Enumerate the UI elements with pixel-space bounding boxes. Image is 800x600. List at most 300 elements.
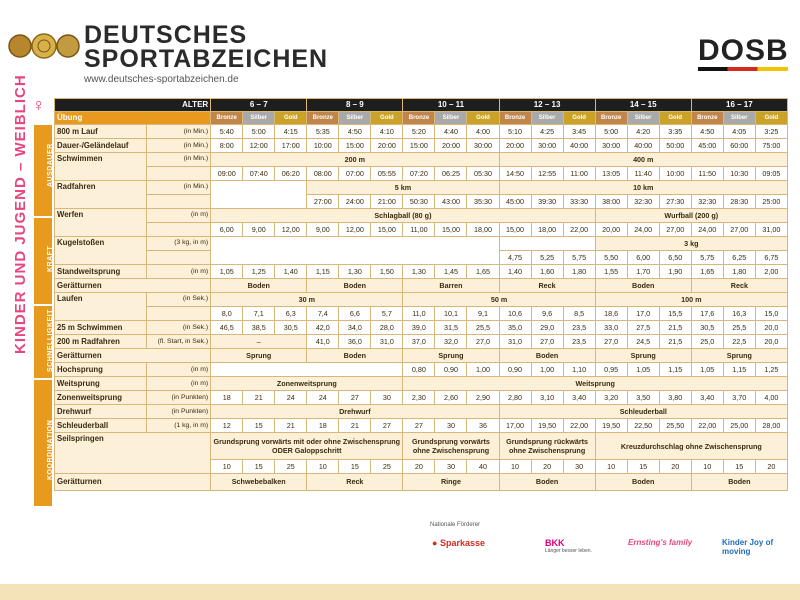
value-cell: 07:40 bbox=[243, 167, 275, 181]
value-cell: 31,0 bbox=[499, 335, 531, 349]
value-cell: 5,75 bbox=[691, 251, 723, 265]
value-cell: 10,1 bbox=[435, 307, 467, 321]
value-cell: 8,5 bbox=[563, 307, 595, 321]
value-cell: 20,0 bbox=[755, 321, 787, 335]
value-cell: 17,6 bbox=[691, 307, 723, 321]
value-cell: 18 bbox=[307, 419, 339, 433]
value-cell: 20 bbox=[531, 460, 563, 474]
value-cell: 32,0 bbox=[435, 335, 467, 349]
value-cell: 4:00 bbox=[467, 125, 499, 139]
value-cell: 4:10 bbox=[371, 125, 403, 139]
value-cell: 2,30 bbox=[403, 391, 435, 405]
value-cell: 22,00 bbox=[563, 223, 595, 237]
value-cell: 1,05 bbox=[691, 363, 723, 377]
apparatus-cell: Reck bbox=[499, 279, 595, 293]
title-line-2: SPORTABZEICHEN bbox=[84, 45, 329, 73]
row-unit: (in m) bbox=[147, 377, 211, 391]
value-cell: 1,55 bbox=[595, 265, 627, 279]
value-cell: 27 bbox=[339, 391, 371, 405]
value-cell: 28,0 bbox=[371, 321, 403, 335]
value-cell: 8,0 bbox=[211, 307, 243, 321]
value-cell: 38:00 bbox=[595, 195, 627, 209]
value-cell: 5:10 bbox=[499, 125, 531, 139]
value-cell: 15 bbox=[243, 460, 275, 474]
category-kraft: KRAFT bbox=[34, 218, 52, 304]
title-line-1: DEUTSCHES bbox=[84, 21, 248, 49]
value-cell: 07:20 bbox=[403, 167, 435, 181]
value-cell: 6,6 bbox=[339, 307, 371, 321]
value-cell: 4,00 bbox=[755, 391, 787, 405]
dosb-logo: DOSB bbox=[698, 34, 789, 67]
value-cell: 50:30 bbox=[403, 195, 435, 209]
table-row bbox=[55, 139, 788, 153]
table-row bbox=[55, 391, 788, 405]
value-cell: 34,0 bbox=[339, 321, 371, 335]
value-cell: 05:55 bbox=[371, 167, 403, 181]
apparatus-cell: Boden bbox=[499, 349, 595, 363]
medal-header-row bbox=[55, 112, 788, 125]
value-cell: 1,25 bbox=[755, 363, 787, 377]
value-cell: 20 bbox=[403, 460, 435, 474]
medal-bronze: Bronze bbox=[499, 112, 531, 125]
band-label: Zonenweitsprung bbox=[211, 377, 403, 391]
value-cell: 40:00 bbox=[627, 139, 659, 153]
category-koordination: KOORDINATION bbox=[34, 380, 52, 506]
value-cell: 27,5 bbox=[627, 321, 659, 335]
value-cell: 10:30 bbox=[723, 167, 755, 181]
value-cell: 10:00 bbox=[659, 167, 691, 181]
value-cell: 40:00 bbox=[563, 139, 595, 153]
category-schnelligkeit: SCHNELLIGKEIT bbox=[34, 306, 52, 378]
medal-gold: Gold bbox=[563, 112, 595, 125]
value-cell: 27:00 bbox=[307, 195, 339, 209]
table-row bbox=[55, 265, 788, 279]
age-header-row bbox=[55, 99, 788, 112]
value-cell: 22,00 bbox=[691, 419, 723, 433]
medals-logo bbox=[8, 28, 80, 64]
row-unit: (3 kg, in m) bbox=[147, 237, 211, 251]
value-cell: 30 bbox=[371, 391, 403, 405]
table-row bbox=[55, 377, 788, 391]
value-cell: 20,00 bbox=[595, 223, 627, 237]
value-cell: 33,0 bbox=[595, 321, 627, 335]
row-label: 800 m Lauf bbox=[55, 125, 147, 139]
value-cell: 20 bbox=[755, 460, 787, 474]
row-unit: (in Min.) bbox=[147, 153, 211, 167]
value-cell: 1,10 bbox=[563, 363, 595, 377]
medal-silber: Silber bbox=[339, 112, 371, 125]
value-cell: 18,00 bbox=[467, 223, 499, 237]
value-cell: 30:00 bbox=[467, 139, 499, 153]
value-cell: 27,0 bbox=[595, 335, 627, 349]
table-row bbox=[55, 125, 788, 139]
value-cell: 1,30 bbox=[339, 265, 371, 279]
table-row bbox=[55, 279, 788, 293]
medal-gold: Gold bbox=[275, 112, 307, 125]
value-cell: 7,1 bbox=[243, 307, 275, 321]
value-cell: 0,95 bbox=[595, 363, 627, 377]
row-unit: (in Sek.) bbox=[147, 293, 211, 307]
medal-bronze: Bronze bbox=[691, 112, 723, 125]
value-cell: 21:00 bbox=[371, 195, 403, 209]
kinder-joy-of-moving-logo: Kinder Joy of moving bbox=[722, 538, 774, 556]
row-unit: (1 kg, in m) bbox=[147, 419, 211, 433]
band-label: 200 m bbox=[211, 153, 499, 167]
apparatus-cell: Sprung bbox=[691, 349, 787, 363]
band-label: Kreuzdurchschlag ohne Zwischensprung bbox=[595, 433, 787, 460]
table-row bbox=[55, 405, 788, 419]
website-url[interactable]: www.deutsches-sportabzeichen.de bbox=[84, 74, 239, 85]
value-cell: 40 bbox=[467, 460, 499, 474]
table-row bbox=[55, 363, 788, 377]
value-cell: 25 bbox=[275, 460, 307, 474]
value-cell: 8:00 bbox=[211, 139, 243, 153]
row-label: Drehwurf bbox=[55, 405, 147, 419]
requirements-table bbox=[54, 98, 788, 491]
dosb-logo-bar bbox=[698, 67, 788, 71]
value-cell: 5,75 bbox=[563, 251, 595, 265]
value-cell: 6,50 bbox=[659, 251, 691, 265]
value-cell: 24 bbox=[307, 391, 339, 405]
row-unit: (in Punkten) bbox=[147, 405, 211, 419]
value-cell: 21,5 bbox=[659, 335, 691, 349]
value-cell: 1,05 bbox=[211, 265, 243, 279]
band-label: 400 m bbox=[499, 153, 787, 167]
value-cell: 20:00 bbox=[499, 139, 531, 153]
value-cell: 25,0 bbox=[691, 335, 723, 349]
value-cell: 16,3 bbox=[723, 307, 755, 321]
medal-gold: Gold bbox=[659, 112, 691, 125]
table-row bbox=[55, 209, 788, 223]
value-cell: 1,15 bbox=[723, 363, 755, 377]
row-label: Gerätturnen bbox=[55, 474, 211, 491]
value-cell: 12 bbox=[211, 419, 243, 433]
value-cell: 33:30 bbox=[563, 195, 595, 209]
medal-bronze: Bronze bbox=[307, 112, 339, 125]
apparatus-cell: Boden bbox=[211, 279, 307, 293]
value-cell: 6,00 bbox=[211, 223, 243, 237]
value-cell: 2,00 bbox=[755, 265, 787, 279]
value-cell: 4:50 bbox=[691, 125, 723, 139]
value-cell: 0,80 bbox=[403, 363, 435, 377]
row-unit: (in m) bbox=[147, 265, 211, 279]
table-row bbox=[55, 433, 788, 460]
band-label: 5 km bbox=[307, 181, 499, 195]
value-cell: 5:00 bbox=[243, 125, 275, 139]
apparatus-cell: Ringe bbox=[403, 474, 499, 491]
age-group: 12 – 13 bbox=[499, 99, 595, 112]
value-cell: 36,0 bbox=[339, 335, 371, 349]
value-cell: 6,00 bbox=[627, 251, 659, 265]
value-cell: 1,15 bbox=[659, 363, 691, 377]
value-cell: 25,00 bbox=[723, 419, 755, 433]
value-cell: 0,90 bbox=[499, 363, 531, 377]
value-cell: 20:00 bbox=[371, 139, 403, 153]
row-label: Standweitsprung bbox=[55, 265, 147, 279]
value-cell: 4:05 bbox=[723, 125, 755, 139]
value-cell: 15 bbox=[723, 460, 755, 474]
row-label: Zonenweitsprung bbox=[55, 391, 147, 405]
value-cell: 23,5 bbox=[563, 335, 595, 349]
side-title: KINDER UND JUGEND – WEIBLICH bbox=[12, 74, 29, 354]
row-unit: (in Sek.) bbox=[147, 321, 211, 335]
value-cell: 1,65 bbox=[691, 265, 723, 279]
alter-label: ALTER bbox=[55, 99, 211, 112]
table-row bbox=[55, 167, 788, 181]
value-cell: 9,00 bbox=[243, 223, 275, 237]
table-row bbox=[55, 223, 788, 237]
value-cell: 15,00 bbox=[435, 223, 467, 237]
medal-bronze: Bronze bbox=[211, 112, 243, 125]
value-cell: 24:00 bbox=[339, 195, 371, 209]
sponsors-label: Nationale Förderer bbox=[430, 522, 481, 528]
value-cell: 15,00 bbox=[499, 223, 531, 237]
value-cell: 30 bbox=[563, 460, 595, 474]
value-cell: 2,60 bbox=[435, 391, 467, 405]
value-cell: 24,00 bbox=[691, 223, 723, 237]
value-cell: 31,0 bbox=[371, 335, 403, 349]
value-cell: 27,00 bbox=[723, 223, 755, 237]
value-cell: 22,50 bbox=[627, 419, 659, 433]
value-cell: 23,5 bbox=[563, 321, 595, 335]
value-cell: 17,0 bbox=[627, 307, 659, 321]
value-cell: 5:00 bbox=[595, 125, 627, 139]
value-cell: 10 bbox=[595, 460, 627, 474]
value-cell: 27,0 bbox=[467, 335, 499, 349]
value-cell: 28,00 bbox=[755, 419, 787, 433]
row-label: Gerätturnen bbox=[55, 279, 211, 293]
row-unit: (in Min.) bbox=[147, 125, 211, 139]
apparatus-cell: Sprung bbox=[211, 349, 307, 363]
footer-band bbox=[0, 584, 800, 600]
value-cell: 3,40 bbox=[563, 391, 595, 405]
value-cell: 35,0 bbox=[499, 321, 531, 335]
value-cell: 4,75 bbox=[499, 251, 531, 265]
row-label: 200 m Radfahren bbox=[55, 335, 147, 349]
value-cell: 6,75 bbox=[755, 251, 787, 265]
band-label: Wurfball (200 g) bbox=[595, 209, 787, 223]
value-cell: 3:25 bbox=[755, 125, 787, 139]
medal-silber: Silber bbox=[531, 112, 563, 125]
value-cell: 28:30 bbox=[723, 195, 755, 209]
value-cell: 3:35 bbox=[659, 125, 691, 139]
value-cell: 5:35 bbox=[307, 125, 339, 139]
value-cell: 3:45 bbox=[563, 125, 595, 139]
apparatus-cell: Reck bbox=[691, 279, 787, 293]
value-cell: 2,80 bbox=[499, 391, 531, 405]
value-cell: 15 bbox=[627, 460, 659, 474]
value-cell: 3,20 bbox=[595, 391, 627, 405]
value-cell: 4:40 bbox=[435, 125, 467, 139]
value-cell: 25,5 bbox=[467, 321, 499, 335]
row-label: Kugelstoßen bbox=[55, 237, 147, 265]
table-row bbox=[55, 335, 788, 349]
value-cell: 3,40 bbox=[691, 391, 723, 405]
apparatus-cell: Boden bbox=[307, 279, 403, 293]
medal-bronze: Bronze bbox=[403, 112, 435, 125]
medal-silber: Silber bbox=[723, 112, 755, 125]
value-cell: 1,45 bbox=[435, 265, 467, 279]
apparatus-cell: Boden bbox=[691, 474, 787, 491]
value-cell: 17:00 bbox=[275, 139, 307, 153]
row-label: Gerätturnen bbox=[55, 349, 211, 363]
value-cell: 09:05 bbox=[755, 167, 787, 181]
value-cell: 75:00 bbox=[755, 139, 787, 153]
value-cell: 11,0 bbox=[403, 307, 435, 321]
table-row bbox=[55, 321, 788, 335]
value-cell: 12,00 bbox=[275, 223, 307, 237]
value-cell: 7,4 bbox=[307, 307, 339, 321]
row-unit: (in m) bbox=[147, 209, 211, 223]
table-row bbox=[55, 153, 788, 167]
bkk-logo: BKK Länger besser leben. bbox=[545, 538, 592, 554]
value-cell: 6,3 bbox=[275, 307, 307, 321]
row-label: Laufen bbox=[55, 293, 147, 321]
band-label: 3 kg bbox=[595, 237, 787, 251]
ernstings-family-logo: Ernsting's family bbox=[628, 538, 693, 547]
table-row bbox=[55, 349, 788, 363]
medal-silber: Silber bbox=[243, 112, 275, 125]
female-symbol-icon: ♀ bbox=[32, 95, 46, 115]
apparatus-cell: Boden bbox=[307, 349, 403, 363]
row-label: Radfahren bbox=[55, 181, 147, 209]
value-cell: 24,5 bbox=[627, 335, 659, 349]
value-cell: 15 bbox=[339, 460, 371, 474]
value-cell: 4:25 bbox=[531, 125, 563, 139]
category-ausdauer: AUSDAUER bbox=[34, 125, 52, 216]
value-cell: 06:20 bbox=[275, 167, 307, 181]
value-cell: 22,5 bbox=[723, 335, 755, 349]
value-cell: 12:55 bbox=[531, 167, 563, 181]
value-cell: 25 bbox=[371, 460, 403, 474]
value-cell: 31,5 bbox=[435, 321, 467, 335]
value-cell: 42,0 bbox=[307, 321, 339, 335]
table-row bbox=[55, 195, 788, 209]
value-cell: 06:25 bbox=[435, 167, 467, 181]
value-cell: 39:30 bbox=[531, 195, 563, 209]
value-cell: 29,0 bbox=[531, 321, 563, 335]
value-cell: 31,00 bbox=[755, 223, 787, 237]
value-cell: 35:30 bbox=[467, 195, 499, 209]
band-label: Schleuderball bbox=[499, 405, 787, 419]
value-cell: 37,0 bbox=[403, 335, 435, 349]
value-cell: 0,90 bbox=[435, 363, 467, 377]
value-cell: 15:00 bbox=[339, 139, 371, 153]
value-cell: 25,5 bbox=[723, 321, 755, 335]
table-row bbox=[55, 474, 788, 491]
value-cell: 60:00 bbox=[723, 139, 755, 153]
value-cell: 36 bbox=[467, 419, 499, 433]
row-label: Schleuderball bbox=[55, 419, 147, 433]
uebung-label: Übung bbox=[55, 112, 211, 125]
medal-gold: Gold bbox=[755, 112, 787, 125]
medal-gold: Gold bbox=[467, 112, 499, 125]
value-cell: 1,60 bbox=[531, 265, 563, 279]
value-cell: 15 bbox=[243, 419, 275, 433]
value-cell: 3,50 bbox=[627, 391, 659, 405]
value-cell: 30 bbox=[435, 419, 467, 433]
header bbox=[0, 0, 800, 90]
value-cell: 20,0 bbox=[755, 335, 787, 349]
apparatus-cell: Sprung bbox=[403, 349, 499, 363]
value-cell: 11,00 bbox=[403, 223, 435, 237]
value-cell: 45:00 bbox=[499, 195, 531, 209]
age-group: 10 – 11 bbox=[403, 99, 499, 112]
value-cell: 30:00 bbox=[595, 139, 627, 153]
value-cell: 1,40 bbox=[499, 265, 531, 279]
value-cell: 20:00 bbox=[435, 139, 467, 153]
table-row bbox=[55, 307, 788, 321]
value-cell: 27 bbox=[371, 419, 403, 433]
value-cell: 4:50 bbox=[339, 125, 371, 139]
medal-bronze: Bronze bbox=[595, 112, 627, 125]
band-label: Schlagball (80 g) bbox=[211, 209, 595, 223]
value-cell: 21 bbox=[275, 419, 307, 433]
value-cell: 4:15 bbox=[275, 125, 307, 139]
dash-cell: – bbox=[211, 335, 307, 349]
row-label: Hochsprung bbox=[55, 363, 147, 377]
table-row bbox=[55, 293, 788, 307]
apparatus-cell: Schwebebalken bbox=[211, 474, 307, 491]
value-cell: 08:00 bbox=[307, 167, 339, 181]
value-cell: 5,25 bbox=[531, 251, 563, 265]
band-label: Grundsprung rückwärts ohne Zwischensprung bbox=[499, 433, 595, 460]
value-cell: 24 bbox=[275, 391, 307, 405]
table-row bbox=[55, 419, 788, 433]
value-cell: 6,25 bbox=[723, 251, 755, 265]
value-cell: 1,80 bbox=[563, 265, 595, 279]
value-cell: 12:00 bbox=[243, 139, 275, 153]
band-label: Drehwurf bbox=[211, 405, 499, 419]
value-cell: 07:00 bbox=[339, 167, 371, 181]
medal-silber: Silber bbox=[627, 112, 659, 125]
value-cell: 32:30 bbox=[627, 195, 659, 209]
value-cell: 30,5 bbox=[275, 321, 307, 335]
value-cell: 13:05 bbox=[595, 167, 627, 181]
value-cell: 5:20 bbox=[403, 125, 435, 139]
value-cell: 5,50 bbox=[595, 251, 627, 265]
value-cell: 30:00 bbox=[531, 139, 563, 153]
band-label: 50 m bbox=[403, 293, 595, 307]
value-cell: 18 bbox=[211, 391, 243, 405]
value-cell: 19,50 bbox=[531, 419, 563, 433]
value-cell: 10 bbox=[211, 460, 243, 474]
value-cell: 32:30 bbox=[691, 195, 723, 209]
value-cell: 1,40 bbox=[275, 265, 307, 279]
row-unit: (in Min.) bbox=[147, 181, 211, 195]
table-row bbox=[55, 181, 788, 195]
apparatus-cell: Boden bbox=[595, 279, 691, 293]
value-cell: 10,6 bbox=[499, 307, 531, 321]
value-cell: 15,5 bbox=[659, 307, 691, 321]
row-label: Schwimmen bbox=[55, 153, 147, 181]
row-label: Dauer-/Geländelauf bbox=[55, 139, 147, 153]
band-label: Grundsprung vorwärts ohne Zwischensprung bbox=[403, 433, 499, 460]
value-cell: 21 bbox=[243, 391, 275, 405]
row-label: 25 m Schwimmen bbox=[55, 321, 147, 335]
value-cell: 2,90 bbox=[467, 391, 499, 405]
value-cell: 1,05 bbox=[627, 363, 659, 377]
value-cell: 1,50 bbox=[371, 265, 403, 279]
value-cell: 1,80 bbox=[723, 265, 755, 279]
value-cell: 18,00 bbox=[531, 223, 563, 237]
apparatus-cell: Reck bbox=[307, 474, 403, 491]
apparatus-cell: Barren bbox=[403, 279, 499, 293]
value-cell: 30,5 bbox=[691, 321, 723, 335]
value-cell: 15,00 bbox=[371, 223, 403, 237]
apparatus-cell: Boden bbox=[499, 474, 595, 491]
age-group: 16 – 17 bbox=[691, 99, 787, 112]
